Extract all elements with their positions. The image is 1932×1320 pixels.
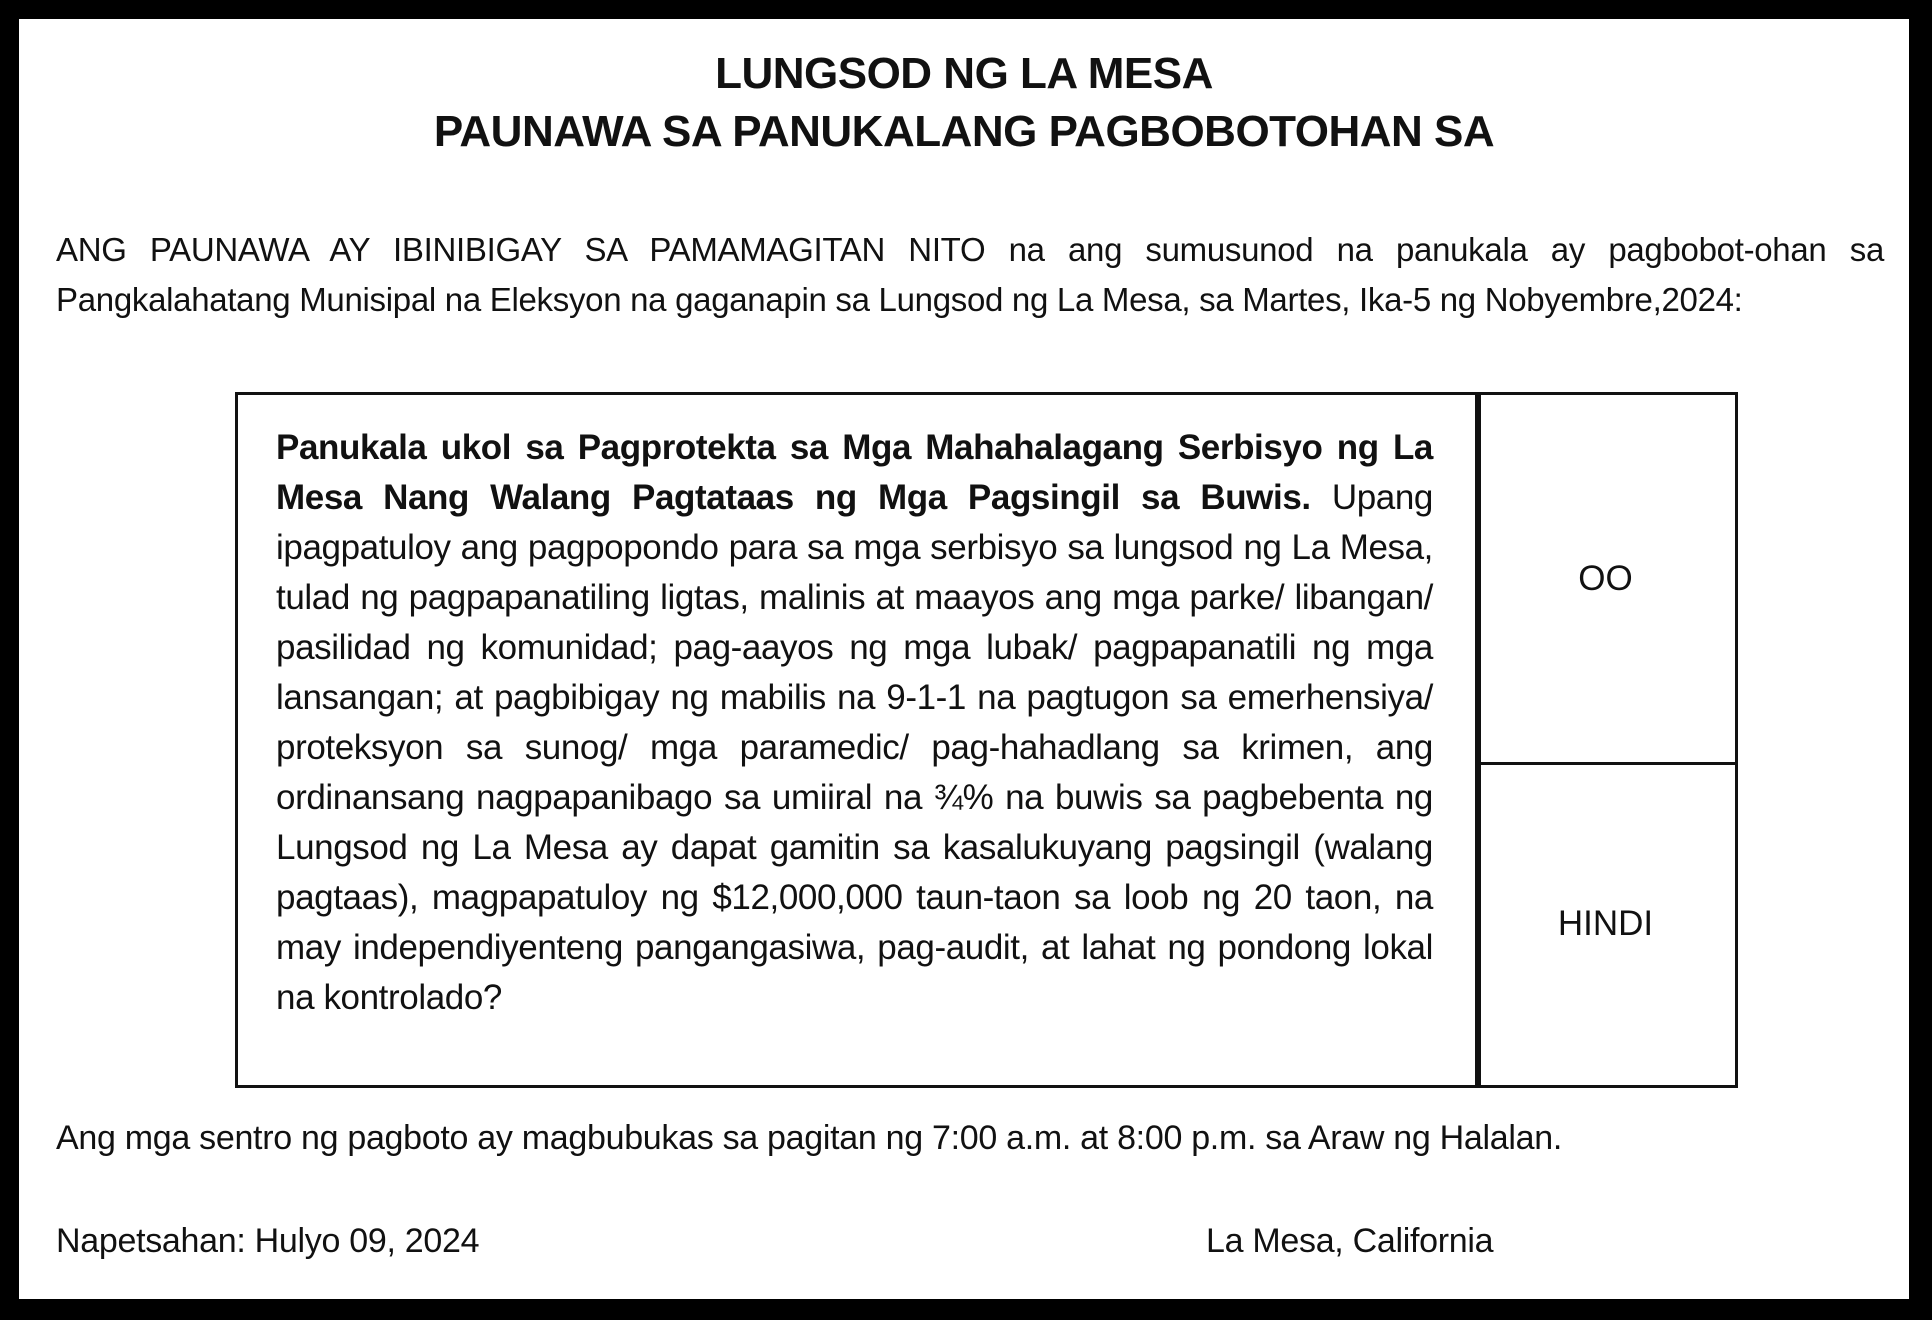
measure-title: Panukala ukol sa Pagprotekta sa Mga Mahahalagang Serbisyo ng La Mesa Nang Walang Pagtataas ng Mga Pagsingil sa Buwis. bbox=[276, 428, 1433, 517]
ballot-measure-box bbox=[235, 392, 1654, 1088]
polling-hours-text: Ang mga sentro ng pagboto ay magbubukas sa pagitan ng 7:00 a.m. at 8:00 p.m. sa Araw ng Halalan. bbox=[56, 1119, 1562, 1157]
notice-title-line1: LUNGSOD NG LA MESA bbox=[715, 49, 1213, 98]
vote-yes-option: OO bbox=[1476, 392, 1738, 765]
vote-options-column bbox=[1478, 395, 1737, 1085]
measure-body: Upang ipagpatuloy ang pagpopondo para sa mga serbisyo sa lungsod ng La Mesa, tulad ng pagpapanatiling ligtas, malinis at maayos ang mga parke/ libangan/ pasilidad ng komunidad; pag-aayos ng mga lubak/ pagpapanatili ng mga lansangan; at pagbibigay ng mabilis na 9-1-1 na pagtugon sa emerhensiya/ proteksyon sa sunog/ mga paramedic/ pag-hahadlang sa krimen, ang ordinansang nagpapanibago sa umiiral na ¾% na buwis sa pagbebenta ng Lungsod ng La Mesa ay dapat gamitin sa kasalukuyang pagsingil (walang pagtaas), magpapatuloy ng $12,000,000 taun-taon sa loob ng 20 taon, na may independiyenteng pangangasiwa, pag-audit, at lahat ng pondong lokal na kontrolado? bbox=[276, 478, 1433, 1017]
vote-no-option: HINDI bbox=[1476, 762, 1738, 1088]
intro-paragraph: ANG PAUNAWA AY IBINIBIGAY SA PAMAMAGITAN NITO na ang sumusunod na panukala ay pagbobot-ohan sa Pangkalahatang Munisipal na Eleksyon na gaganapin sa Lungsod ng La Mesa, sa Martes, Ika-5 ng Nobyembre,2024: bbox=[56, 231, 1884, 318]
date-line: Napetsahan: Hulyo 09, 2024 bbox=[56, 1222, 480, 1260]
measure-text-cell bbox=[238, 395, 1478, 1085]
measure-text-content bbox=[276, 423, 1433, 1023]
notice-title-line2: PAUNAWA SA PANUKALANG PAGBOBOTOHAN SA bbox=[433, 107, 1495, 156]
notice-sheet bbox=[19, 19, 1909, 1299]
location-line: La Mesa, California bbox=[1206, 1222, 1494, 1260]
